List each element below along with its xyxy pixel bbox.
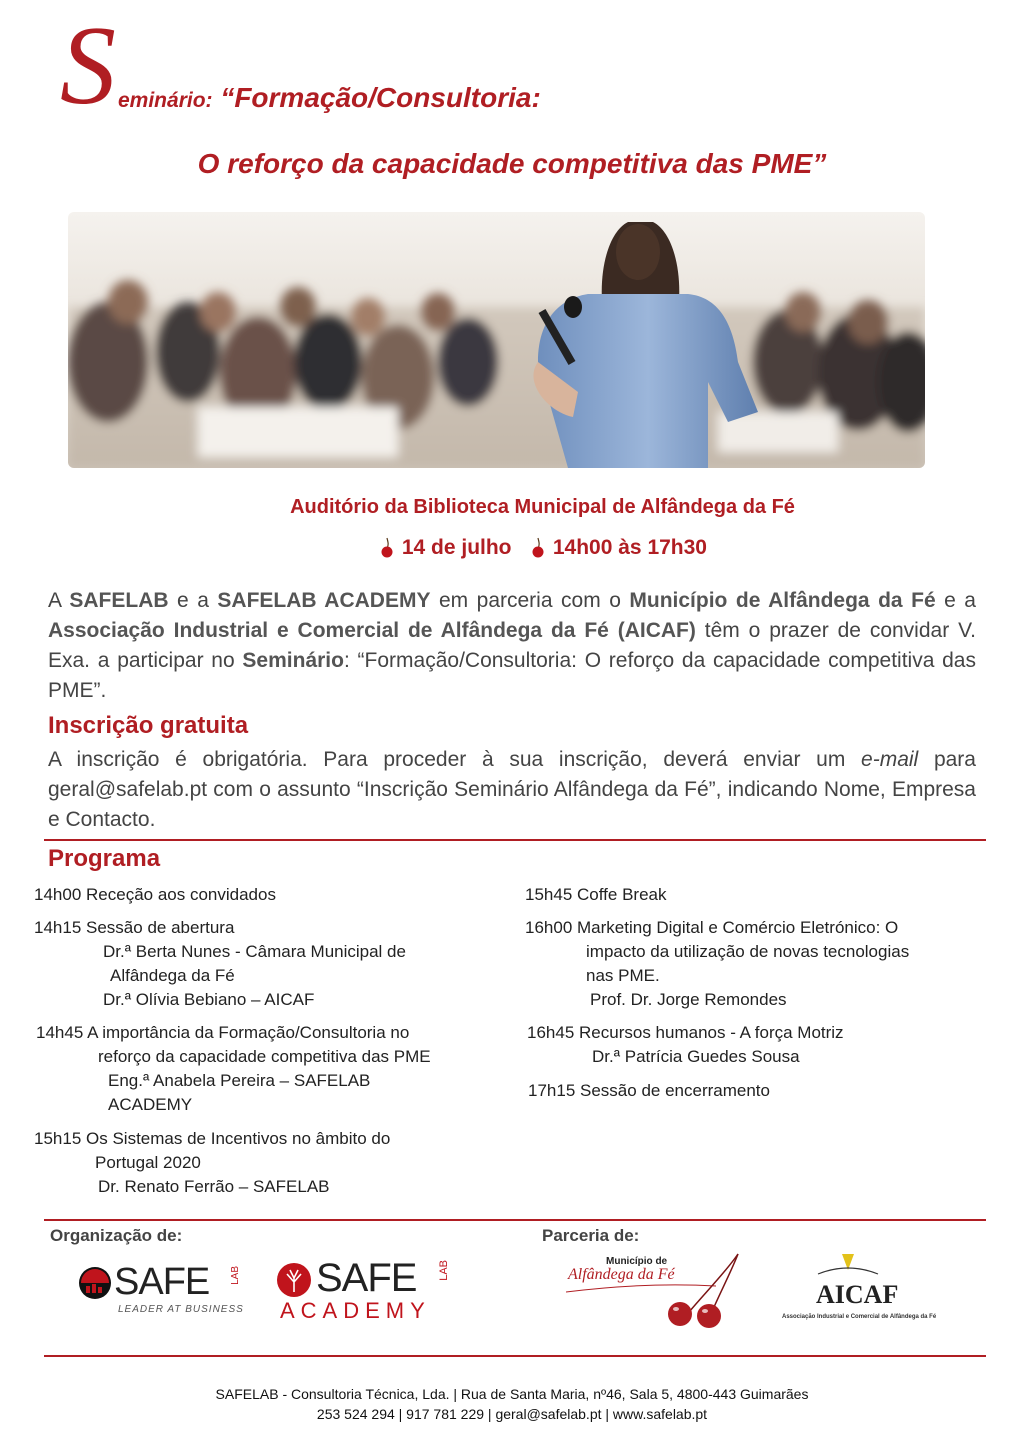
venue: Auditório da Biblioteca Municipal de Alfândega da Fé: [290, 496, 795, 518]
program-speaker: Dr. Renato Ferrão – SAFELAB: [98, 1177, 330, 1196]
intro-text: têm o prazer de convidar V. Exa. a participar no: [48, 619, 976, 672]
program-heading: Programa: [48, 845, 161, 872]
aicaf-sub: Associação Industrial e Comercial de Alfândega da Fé: [782, 1314, 937, 1320]
intro-paragraph: [48, 586, 976, 706]
intro-safelab-academy: SAFELAB ACADEMY: [217, 589, 431, 612]
seminar-photo: [68, 212, 925, 468]
program-title-cont: Portugal 2020: [95, 1153, 201, 1172]
registration-text: para geral@safelab.pt com o assunto “Inscrição Seminário Alfândega da Fé”, indicando Nome, Empresa e Contacto.: [48, 748, 976, 831]
municipio-top: Município de: [606, 1256, 668, 1267]
registration-paragraph: [48, 745, 976, 835]
safelab-logo: [78, 1262, 268, 1324]
program-time: 17h15: [528, 1081, 576, 1100]
program-time: 14h15: [34, 918, 82, 937]
intro-text: : “Formação/Consultoria: O reforço da capacidade competitiva das PME”.: [48, 649, 976, 702]
program-speaker: Alfândega da Fé: [110, 966, 235, 985]
title-quote: “Formação/Consultoria:: [220, 82, 541, 113]
academy-tree-icon: [276, 1262, 312, 1298]
title-prefix: eminário:: [118, 89, 213, 112]
program-time: 15h45: [525, 885, 573, 904]
academy-lab: LAB: [438, 1260, 450, 1281]
program-speaker: Dr.ª Patrícia Guedes Sousa: [592, 1047, 800, 1066]
program-title: Marketing Digital e Comércio Eletrónico: O: [577, 918, 899, 937]
program-speaker: Dr.ª Olívia Bebiano – AICAF: [103, 990, 315, 1009]
safelab-wordmark: SAFE: [114, 1261, 210, 1303]
intro-safelab: SAFELAB: [69, 589, 169, 612]
intro-text: e a: [168, 589, 218, 612]
municipio-logo: [566, 1252, 746, 1332]
program-title: Sessão de abertura: [86, 918, 235, 937]
program-item: [34, 883, 276, 906]
safelab-tagline: LEADER AT BUSINESS: [118, 1304, 244, 1315]
intro-text: A: [48, 589, 70, 612]
divider: [44, 1219, 986, 1221]
partnership-label: Parceria de:: [542, 1226, 640, 1245]
cherry-icon: [378, 536, 396, 558]
municipio-name: Alfândega da Fé: [568, 1266, 675, 1283]
footer-contacts: 253 524 294 | 917 781 229 | geral@safelab.pt | www.safelab.pt: [316, 1406, 708, 1422]
safelab-academy-logo: [276, 1258, 486, 1328]
title-line-2: O reforço da capacidade competitiva das PME”: [197, 148, 827, 179]
title-initial: S: [60, 4, 116, 128]
title-line-1: [118, 82, 541, 114]
cherry-icon: [529, 536, 547, 558]
program-time: 16h00: [525, 918, 573, 937]
divider: [44, 1355, 986, 1357]
program-item: [34, 1127, 390, 1150]
cherries-icon: [566, 1252, 746, 1332]
safelab-lab: LAB: [230, 1266, 241, 1285]
event-time: 14h00 às 17h30: [552, 536, 707, 559]
program-title: Receção aos convidados: [86, 885, 276, 904]
program-item: [525, 916, 898, 939]
program-title: Coffe Break: [577, 885, 667, 904]
program-item: [525, 883, 666, 906]
registration-text: A inscrição é obrigatória. Para proceder à sua inscrição, deverá enviar um: [48, 748, 862, 771]
divider: [44, 839, 986, 841]
program-time: 14h00: [34, 885, 82, 904]
program-item: [36, 1021, 409, 1044]
footer-address: SAFELAB - Consultoria Técnica, Lda. | Rua de Santa Maria, nº46, Sala 5, 4800-443 Guimarães: [215, 1386, 809, 1402]
intro-seminario: Seminário: [242, 649, 344, 672]
safelab-globe-icon: [78, 1266, 112, 1300]
aicaf-name: AICAF: [816, 1280, 899, 1309]
program-title-cont: nas PME.: [586, 966, 660, 985]
academy-sub: ACADEMY: [280, 1298, 431, 1323]
program-title: Sessão de encerramento: [580, 1081, 770, 1100]
intro-text: em parceria com o: [430, 589, 630, 612]
program-time: 16h45: [527, 1023, 575, 1042]
aicaf-logo: [782, 1252, 958, 1332]
program-title-cont: reforço da capacidade competitiva das PME: [98, 1047, 431, 1066]
program-time: 15h15: [34, 1129, 82, 1148]
organization-label: Organização de:: [50, 1226, 183, 1245]
registration-heading: Inscrição gratuita: [48, 712, 249, 739]
intro-aicaf: Associação Industrial e Comercial de Alfândega da Fé (AICAF): [48, 619, 696, 642]
intro-municipio: Município de Alfândega da Fé: [629, 589, 936, 612]
program-title: Recursos humanos - A força Motriz: [579, 1023, 844, 1042]
program-speaker: Eng.ª Anabela Pereira – SAFELAB: [108, 1071, 371, 1090]
intro-text: e a: [935, 589, 976, 612]
academy-wordmark: SAFE: [316, 1256, 417, 1300]
program-time: 14h45: [36, 1023, 84, 1042]
program-speaker: Dr.ª Berta Nunes - Câmara Municipal de: [103, 942, 406, 961]
program-speaker: ACADEMY: [108, 1095, 193, 1114]
program-title: Os Sistemas de Incentivos no âmbito do: [86, 1129, 391, 1148]
registration-email-word: e-mail: [861, 748, 919, 771]
program-title-cont: impacto da utilização de novas tecnologias: [586, 942, 910, 961]
program-title: A importância da Formação/Consultoria no: [87, 1023, 410, 1042]
program-item: [527, 1021, 844, 1044]
date-line: [0, 536, 1024, 560]
event-date: 14 de julho: [401, 536, 512, 559]
program-item: [528, 1079, 770, 1102]
program-item: [34, 916, 234, 939]
program-speaker: Prof. Dr. Jorge Remondes: [590, 990, 787, 1009]
